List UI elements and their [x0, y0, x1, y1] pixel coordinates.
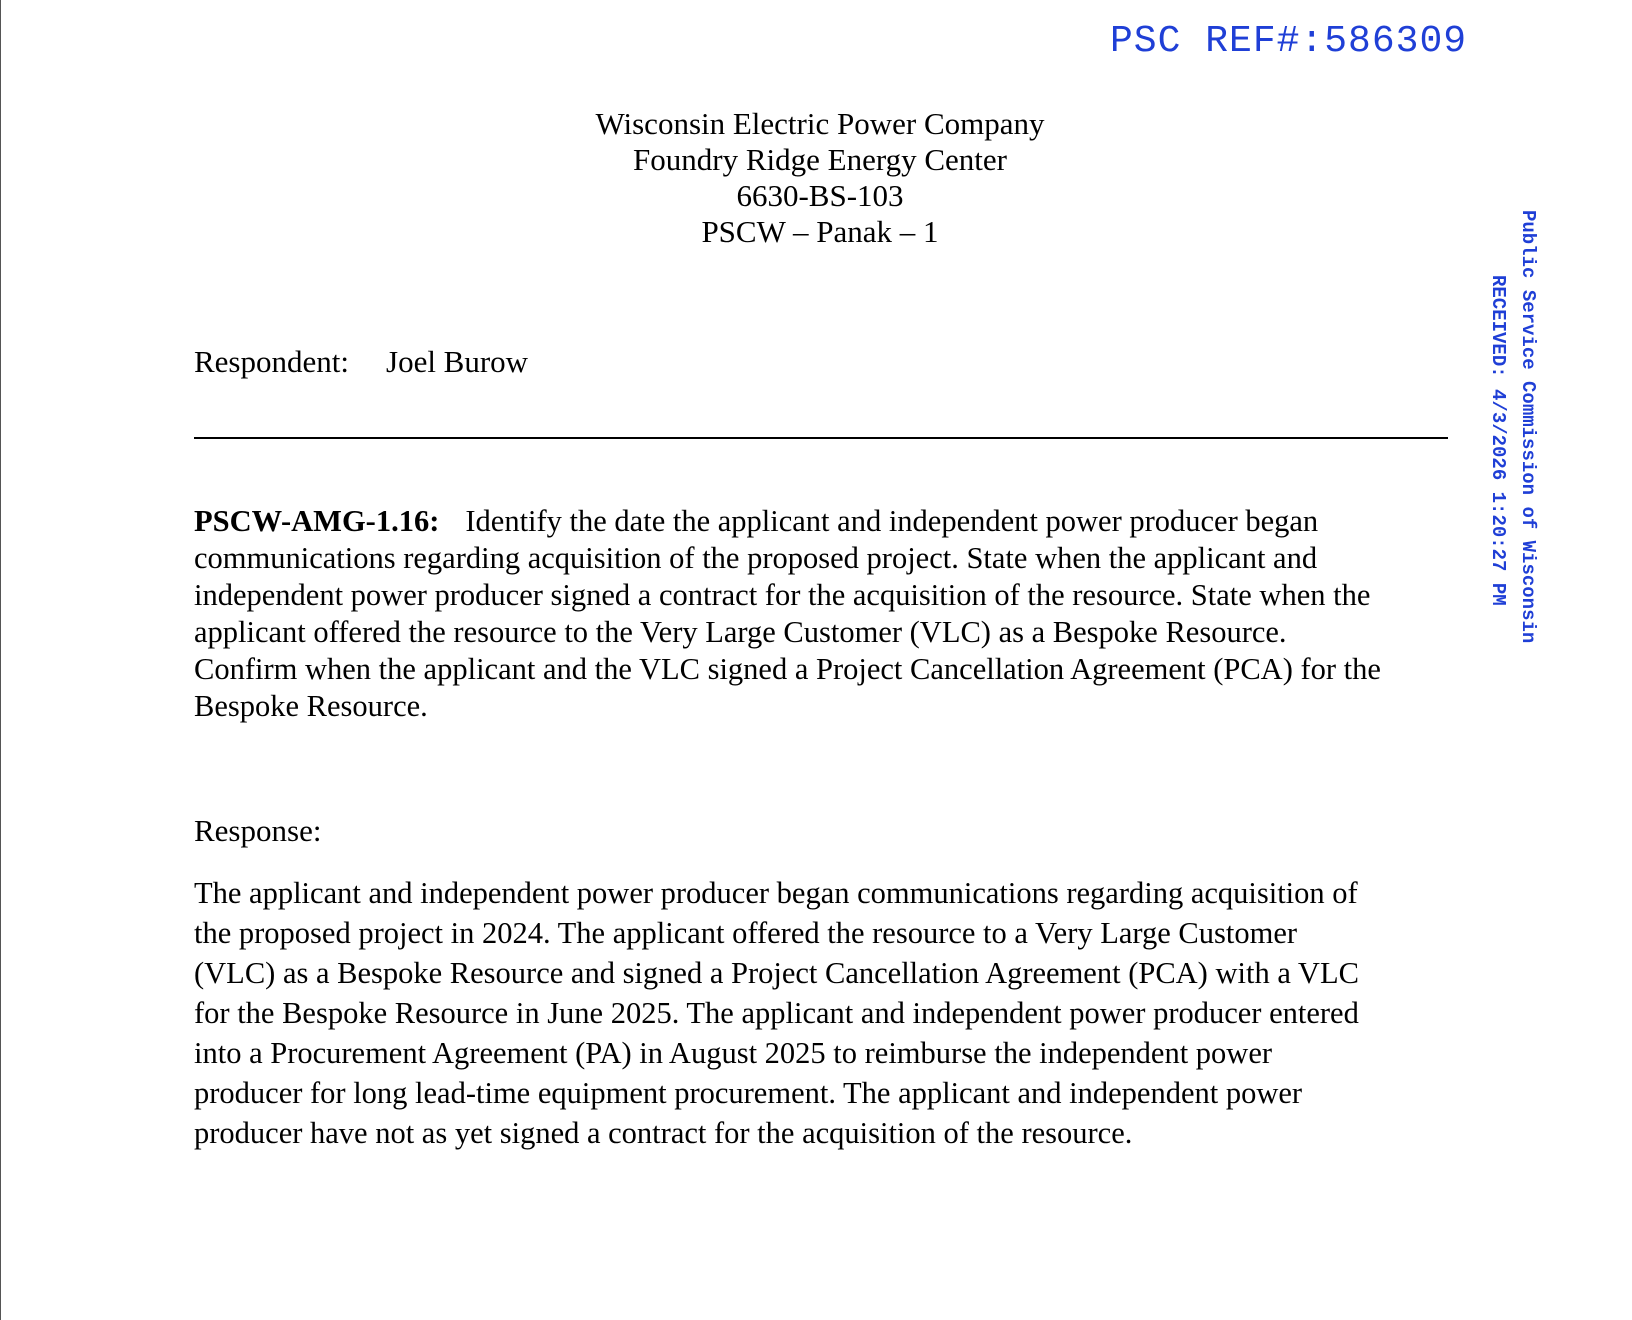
heading-company: Wisconsin Electric Power Company: [595, 106, 1045, 141]
question-line: communications regarding acquisition of the proposed project. State when the applicant and: [194, 541, 1318, 575]
heading-request-set: PSCW – Panak – 1: [701, 214, 939, 249]
question-line: Bespoke Resource.: [194, 689, 428, 723]
respondent-label: Respondent:: [194, 344, 349, 379]
received-stamp-date: RECEIVED: 4/3/2026 1:20:27 PM: [1487, 275, 1509, 606]
heading-docket: 6630-BS-103: [736, 178, 904, 213]
question-id: PSCW-AMG-1.16:: [194, 504, 440, 538]
response-line: the proposed project in 2024. The applicant offered the resource to a Very Large Customer: [194, 916, 1298, 950]
received-stamp: [1487, 210, 1539, 770]
response-line: The applicant and independent power producer began communications regarding acquisition of: [194, 876, 1358, 910]
response-label: Response:: [194, 813, 322, 848]
document-heading: [390, 106, 1250, 250]
question-block: [194, 503, 1454, 725]
response-line: producer have not as yet signed a contract for the acquisition of the resource.: [194, 1116, 1133, 1150]
question-line: Confirm when the applicant and the VLC signed a Project Cancellation Agreement (PCA) for the: [194, 652, 1381, 686]
respondent-name: Joel Burow: [386, 344, 529, 379]
psc-reference-stamp: PSC REF#:586309: [1110, 20, 1468, 63]
received-stamp-commission: Public Service Commission of Wisconsin: [1517, 210, 1539, 644]
response-line: (VLC) as a Bespoke Resource and signed a Project Cancellation Agreement (PCA) with a VLC: [194, 956, 1359, 990]
separator-rule: [194, 437, 1448, 439]
response-body: [194, 873, 1454, 1153]
question-line: PSCW-AMG-1.16: Identify the date the applicant and independent power producer began: [194, 504, 1319, 538]
response-line: for the Bespoke Resource in June 2025. The applicant and independent power producer entered: [194, 996, 1359, 1030]
response-line: into a Procurement Agreement (PA) in August 2025 to reimburse the independent power: [194, 1036, 1273, 1070]
question-line: independent power producer signed a contract for the acquisition of the resource. State when the: [194, 578, 1371, 612]
respondent-line: [194, 343, 528, 381]
response-line: producer for long lead-time equipment procurement. The applicant and independent power: [194, 1076, 1303, 1110]
page-left-border: [0, 0, 1, 1320]
heading-project: Foundry Ridge Energy Center: [633, 142, 1007, 177]
question-line: applicant offered the resource to the Very Large Customer (VLC) as a Bespoke Resource.: [194, 615, 1287, 649]
